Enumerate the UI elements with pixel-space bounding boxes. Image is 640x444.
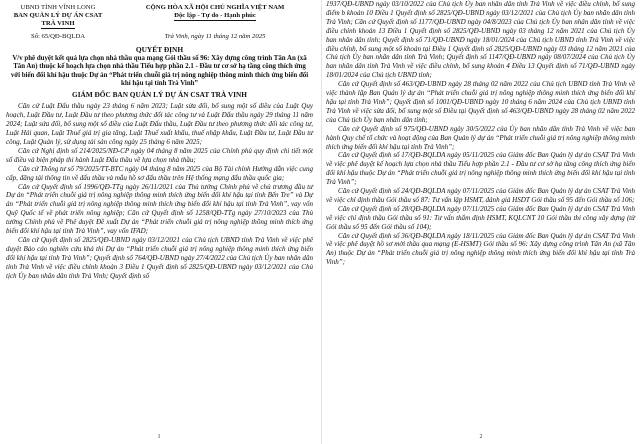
document-number: Số: 65/QĐ-BQLDA bbox=[30, 33, 86, 40]
legal-basis-paragraph: Căn cứ Thông tư số 79/2025/TT-BTC ngày 04 tháng 8 năm 2025 của Bộ Tài chính Hướng dẫn việc cung cấp, đăng tải thông tin về đấu thầu và mẫu hồ sơ đấu thầu trên Hệ thống mạng đấu thầu quốc gia; bbox=[6, 164, 313, 182]
agency-line-3: TRÀ VINH bbox=[41, 20, 75, 27]
document-subject: V/v phê duyệt kết quả lựa chọn nhà thầu qua mạng Gói thầu số 96: Xây dựng công trình Tân An (xã Tân An) thuộc kế hoạch lựa chọn nhà thầu Tiểu hợp phần 2.1 - Đầu tư cơ sở hạ tầng công thích ứng với biến đổi khí hậu thuộc Dự án “Phát triển chuỗi giá trị nông nghiệp thông minh thích ứng biến đổi khí hậu tại tỉnh Trà Vinh” bbox=[10, 54, 309, 88]
document-page-1 bbox=[0, 0, 318, 444]
issuing-agency bbox=[6, 4, 110, 29]
nation-name: CỘNG HÒA XÃ HỘI CHỦ NGHĨA VIỆT NAM bbox=[145, 4, 285, 11]
legal-basis-paragraph: Căn cứ Quyết định số 463/QĐ-UBND ngày 28 tháng 02 năm 2022 của Chủ tịch UBND tỉnh Trà Vinh về việc thành lập Ban Quản lý dự án “Phát triển chuỗi giá trị nông nghiệp thông minh thích ứng biến đổi khí hậu tại tỉnh Trà Vinh”; Quyết định số 1001/QĐ-UBND ngày 10 tháng 6 năm 2024 của Chủ tịch UBND tỉnh Trà Vinh về việc sửa đổi, bổ sung một số Điều tại Quyết định số 463/QĐ-UBND ngày 28 tháng 02 năm 2022 của Chủ tịch Ủy ban nhân dân tỉnh; bbox=[326, 80, 635, 124]
page-1-body bbox=[6, 102, 313, 280]
legal-basis-paragraph: Căn cứ Nghị định số 214/2025/NĐ-CP ngày 04 tháng 8 năm 2025 của Chính phủ quy định chi tiết một số điều và biện pháp thi hành Luật Đấu thầu về lựa chọn nhà thầu; bbox=[6, 146, 313, 164]
document-page-2 bbox=[321, 0, 640, 444]
page-number: 1 bbox=[157, 434, 161, 441]
legal-basis-paragraph: Căn cứ Quyết định số 1996/QĐ-TTg ngày 26/11/2021 của Thủ tướng Chính phủ về chủ trương đầu tư Dự án “Phát triển chuỗi giá trị nông nghiệp thông minh thích ứng biến đổi khí hậu tại tỉnh Bến Tre” và Dự án “Phát triển chuỗi giá trị nông nghiệp thông minh thích ứng biến đổi khí hậu tại tỉnh Trà Vinh”, vay vốn Quỹ Quốc tế về phát triển nông nghiệp; Căn cứ Quyết định số 1258/QĐ-TTg ngày 27/10/2023 của Thủ tướng Chính phủ về Phê duyệt Đề xuất Dự án “Phát triển chuỗi giá trị nông nghiệp thông minh thích ứng biến đổi khí hậu tại tỉnh Trà Vinh”, vay vốn IFAD; bbox=[6, 182, 313, 236]
national-heading bbox=[117, 4, 313, 29]
legal-basis-paragraph: 1937/QĐ-UBND ngày 03/10/2022 của Chủ tịch Ủy ban nhân dân tỉnh Trà Vinh về việc điều chỉnh, bổ sung điểm b khoản 10 Điều 1 Quyết định số 2825/QĐ-UBND ngày 03/12/2021 của Chủ tịch Ủy ban nhân dân tỉnh Trà Vinh; Căn cứ Quyết định số 1177/QĐ-UBND ngày 04/8/2023 của Chủ tịch Ủy ban nhân dân tỉnh về việc điều chỉnh khoản 13 Điều 1 Quyết định số 2825/QĐ-UBND ngày 03 tháng 12 năm 2021 của Chủ tịch Ủy ban nhân dân tỉnh; Quyết định số 71/QĐ-UBND ngày 18/01/2024 của Chủ tịch UBND tỉnh Trà Vinh về việc điều chỉnh, bổ sung một số khoản tại Điều 1 Quyết định số 2825/QĐ-UBND ngày 03 tháng 12 năm 2021 của Chủ tịch Ủy ban nhân dân tỉnh Trà Vinh; Quyết định số 1147/QĐ-UBND ngày 08/07/2024 của Chủ tịch Ủy ban nhân dân tỉnh Trà Vinh về việc điều chỉnh, bổ sung khoản 4 Điều 13 Quyết định số 71/QĐ-UBND ngày 18/01/2024 của Chủ tịch UBND tỉnh; bbox=[326, 0, 635, 80]
legal-basis-paragraph: Căn cứ Quyết định số 2825/QĐ-UBND ngày 03/12/2021 của Chủ tịch UBND tỉnh Trà Vinh về việc phê duyệt Báo cáo nghiên cứu khả thi Dự án “Phát triển chuỗi giá trị nông nghiệp thông minh thích ứng biến đổi khí hậu tại tỉnh Trà Vinh”; Quyết định số 764/QĐ-UBND ngày 27/4/2022 của Chủ tịch Ủy ban nhân dân tỉnh Trà Vinh về việc điều chỉnh khoản 3 Điều 1 Quyết định số 2825/QĐ-UBND ngày 03/12/2021 của Chủ tịch Ủy ban nhân dân tỉnh Trà Vinh; Quyết định số bbox=[6, 235, 313, 280]
legal-basis-paragraph: Căn cứ Quyết định số 975/QĐ-UBND ngày 30/5/2022 của Ủy ban nhân dân tỉnh Trà Vinh về việc ban hành Quy chế tổ chức và hoạt động của Ban Quản lý dự án “Phát triển chuỗi giá trị nông nghiệp thông minh thích ứng biến đổi khí hậu tại tỉnh Trà Vinh”; bbox=[326, 124, 635, 151]
document-header bbox=[6, 4, 313, 29]
legal-basis-paragraph: Căn cứ Quyết định số 28/QĐ-BQLDA ngày 07/11/2025 của Giám đốc Ban Quản lý dự án CSAT Trà Vinh về việc chỉ định thầu Gói thầu số 91: Tư vấn thẩm định HSMT, KQLCNT 10 Gói thầu thi công xây dựng (từ Gói thầu số 95 đến Gói thầu số 104); bbox=[326, 204, 635, 231]
legal-basis-paragraph: Căn cứ Quyết định số 17/QĐ-BQLDA ngày 05/11/2025 của Giám đốc Ban Quản lý dự án CSAT Trà Vinh về việc phê duyệt kế hoạch lựa chọn nhà thầu Tiểu hợp phần 2.1 - Đầu tư cơ sở hạ tầng công thích ứng biến đổi khí hậu thuộc Dự án “Phát triển chuỗi giá trị nông nghiệp thông minh thích ứng biến đổi khí hậu tại tỉnh Trà Vinh”; bbox=[326, 151, 635, 187]
agency-line-2: BAN QUẢN LÝ DỰ ÁN CSAT bbox=[13, 12, 103, 19]
national-motto: Độc lập - Tự do - Hạnh phúc bbox=[174, 12, 256, 19]
place-and-date: Trà Vinh, ngày 11 tháng 12 năm 2025 bbox=[164, 33, 266, 40]
page-number: 2 bbox=[479, 434, 483, 441]
document-type-title: QUYẾT ĐỊNH bbox=[135, 44, 184, 54]
issuing-authority: GIÁM ĐỐC BAN QUẢN LÝ DỰ ÁN CSAT TRÀ VINH bbox=[72, 90, 247, 100]
legal-basis-paragraph: Căn cứ Quyết định số 24/QĐ-BQLDA ngày 07/11/2025 của Giám đốc Ban Quản lý dự án CSAT Trà Vinh về việc chỉ định thầu Gói thầu số 87: Tư vấn lập HSMT, đánh giá HSDT Gói thầu số 95 đến Gói thầu số 106; bbox=[326, 187, 635, 204]
agency-line-1: UBND TỈNH VĨNH LONG bbox=[20, 4, 96, 11]
page-2-body bbox=[326, 0, 635, 267]
legal-basis-paragraph: Căn cứ Luật Đấu thầu ngày 23 tháng 6 năm 2023; Luật sửa đổi, bổ sung một số điều của Luật Quy hoạch, Luật Đầu tư, Luật Đầu tư theo phương thức đối tác công tư và Luật Đấu thầu ngày 29 tháng 11 năm 2024; Luật sửa đổi, bổ sung một số điều của Luật Đấu thầu, Luật Đầu tư theo phương thức đối tác công tư, Luật Hải quan, Luật Thuế giá trị gia tăng, Luật Thuế xuất khẩu, thuế nhập khẩu, Luật Đầu tư, Luật Đầu tư công, Luật Quản lý, sử dụng tài sản công ngày 25 tháng 6 năm 2025; bbox=[6, 102, 313, 146]
legal-basis-paragraph: Căn cứ Quyết định số 36/QĐ-BQLDA ngày 18/11/2025 của Giám đốc Ban Quản lý dự án CSAT Trà Vinh về việc phê duyệt hồ sơ mời thầu qua mạng (E-HSMT) Gói thầu số 96: Xây dựng công trình Tân An (xã Tân An) thuộc Dự án “Phát triển chuỗi giá trị nông nghiệp thông minh thích ứng biến đổi khí hậu tại tỉnh Trà Vinh”; bbox=[326, 231, 635, 267]
